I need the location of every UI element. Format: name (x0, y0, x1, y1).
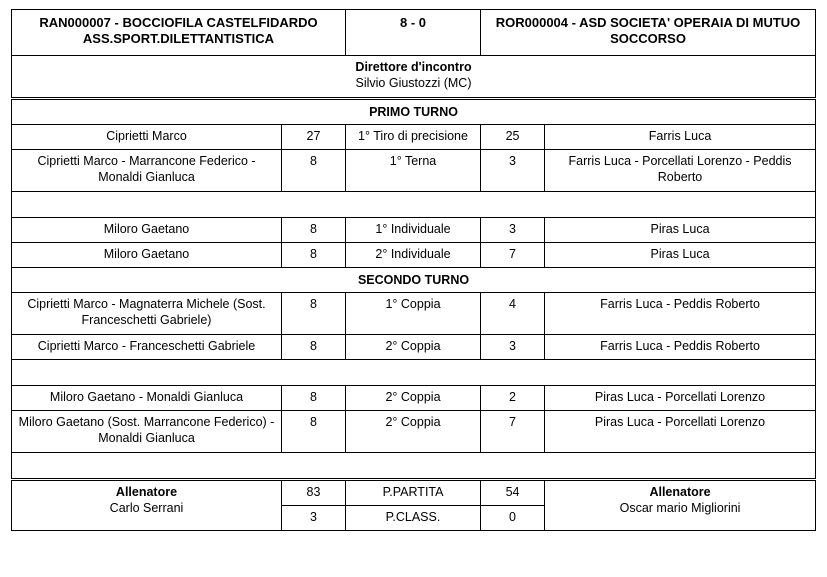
away-team-name: ROR000004 - ASD SOCIETA' OPERAIA DI MUTUO SOCCORSO (481, 10, 816, 56)
home-coach-label: Allenatore (115, 485, 178, 499)
home-partita-points: 83 (282, 480, 346, 506)
home-score: 8 (282, 335, 346, 360)
spacer-cell (12, 453, 816, 480)
away-players: Piras Luca - Porcellati Lorenzo (545, 386, 816, 411)
home-score: 8 (282, 150, 346, 192)
event-name: 1° Tiro di precisione (346, 125, 481, 150)
table-row (12, 293, 816, 335)
away-players: Piras Luca (545, 218, 816, 243)
away-players: Piras Luca - Porcellati Lorenzo (545, 411, 816, 453)
partita-label: P.PARTITA (346, 480, 481, 506)
director-cell (12, 56, 816, 99)
home-players: Miloro Gaetano (12, 243, 282, 268)
table-row (12, 386, 816, 411)
away-score: 3 (481, 218, 545, 243)
match-report (11, 9, 815, 531)
home-players: Ciprietti Marco - Marrancone Federico - Monaldi Gianluca (12, 150, 282, 192)
turn-title-2: SECONDO TURNO (12, 268, 816, 293)
away-score: 2 (481, 386, 545, 411)
away-class-points: 0 (481, 506, 545, 531)
away-score: 7 (481, 411, 545, 453)
spacer-cell (12, 192, 816, 218)
spacer-row (12, 360, 816, 386)
event-name: 2° Coppia (346, 411, 481, 453)
away-partita-points: 54 (481, 480, 545, 506)
home-coach-cell (12, 480, 282, 531)
event-name: 2° Individuale (346, 243, 481, 268)
away-coach-label: Allenatore (649, 485, 711, 499)
home-players: Ciprietti Marco - Magnaterra Michele (Sost. Franceschetti Gabriele) (12, 293, 282, 335)
home-coach-name: Carlo Serrani (109, 501, 184, 515)
away-players: Farris Luca (545, 125, 816, 150)
table-row (12, 243, 816, 268)
home-players: Miloro Gaetano (Sost. Marrancone Federico) - Monaldi Gianluca (12, 411, 282, 453)
home-players: Ciprietti Marco (12, 125, 282, 150)
table-row (12, 218, 816, 243)
away-players: Farris Luca - Porcellati Lorenzo - Peddis Roberto (545, 150, 816, 192)
spacer-row (12, 192, 816, 218)
away-players: Piras Luca (545, 243, 816, 268)
home-score: 8 (282, 411, 346, 453)
home-class-points: 3 (282, 506, 346, 531)
turn-title-1: PRIMO TURNO (12, 99, 816, 125)
away-score: 3 (481, 150, 545, 192)
away-players: Farris Luca - Peddis Roberto (545, 293, 816, 335)
home-score: 8 (282, 243, 346, 268)
match-table (11, 9, 816, 531)
event-name: 2° Coppia (346, 386, 481, 411)
home-players: Miloro Gaetano (12, 218, 282, 243)
spacer-row (12, 453, 816, 480)
event-name: 1° Terna (346, 150, 481, 192)
home-players: Ciprietti Marco - Franceschetti Gabriele (12, 335, 282, 360)
home-score: 8 (282, 386, 346, 411)
away-coach-name: Oscar mario Migliorini (619, 501, 741, 515)
home-team-name: RAN000007 - BOCCIOFILA CASTELFIDARDO ASS.SPORT.DILETTANTISTICA (12, 10, 346, 56)
away-score: 4 (481, 293, 545, 335)
event-name: 1° Individuale (346, 218, 481, 243)
home-players: Miloro Gaetano - Monaldi Gianluca (12, 386, 282, 411)
away-coach-cell (545, 480, 816, 531)
match-score: 8 - 0 (346, 10, 481, 56)
away-score: 25 (481, 125, 545, 150)
away-score: 7 (481, 243, 545, 268)
director-name: Silvio Giustozzi (MC) (355, 76, 472, 90)
table-row (12, 335, 816, 360)
table-row (12, 150, 816, 192)
away-players: Farris Luca - Peddis Roberto (545, 335, 816, 360)
home-score: 8 (282, 218, 346, 243)
class-label: P.CLASS. (346, 506, 481, 531)
event-name: 1° Coppia (346, 293, 481, 335)
away-score: 3 (481, 335, 545, 360)
table-row (12, 411, 816, 453)
spacer-cell (12, 360, 816, 386)
event-name: 2° Coppia (346, 335, 481, 360)
home-score: 27 (282, 125, 346, 150)
director-label: Direttore d'incontro (355, 60, 472, 74)
table-row (12, 125, 816, 150)
home-score: 8 (282, 293, 346, 335)
